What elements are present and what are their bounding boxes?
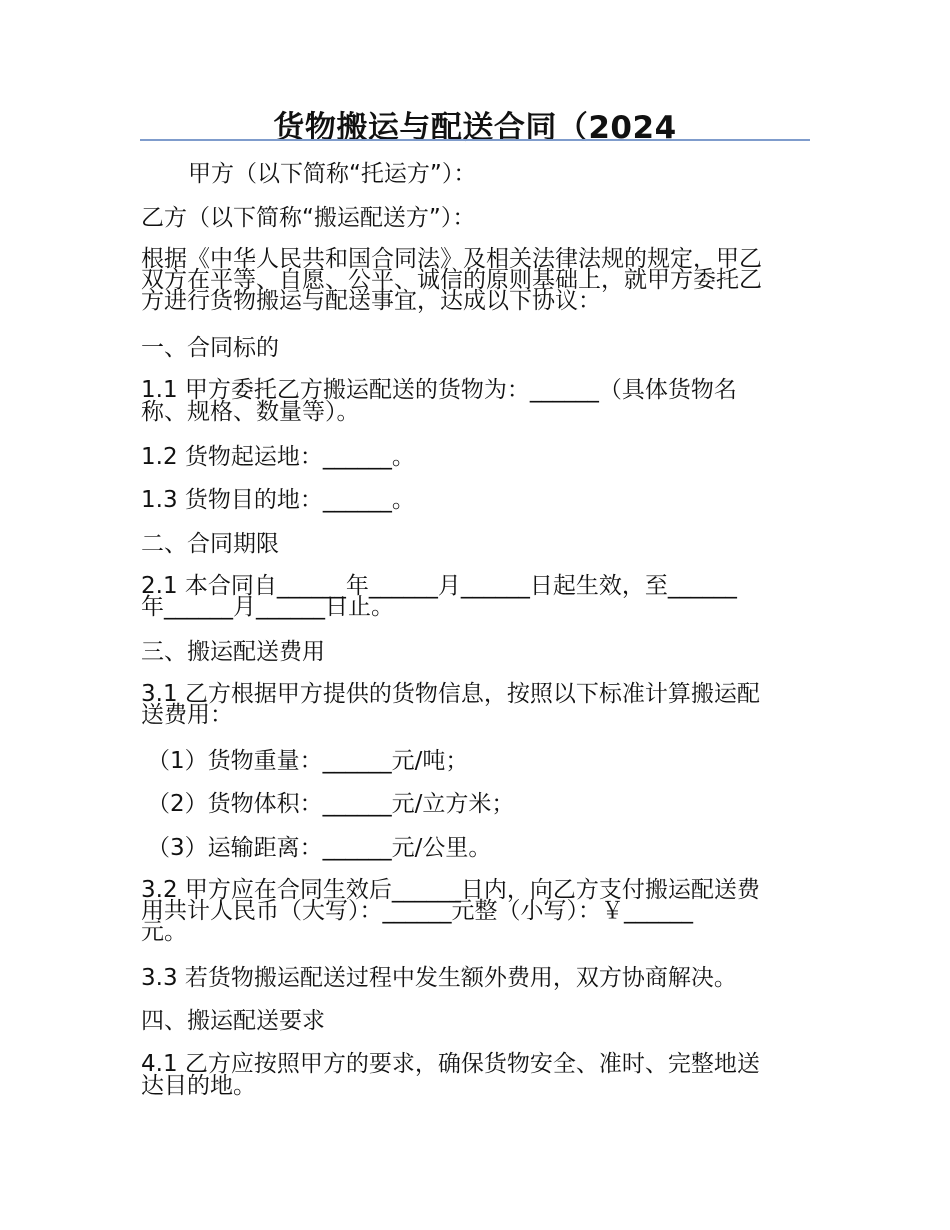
section-heading-4: 四、搬运配送要求 — [141, 1008, 325, 1034]
fee-item-distance: （3）运输距离：______元/公里。 — [147, 835, 492, 861]
clause-1-2: 1.2 货物起运地：______。 — [141, 444, 415, 470]
clause-line: 1.1 甲方委托乙方搬运配送的货物为：______（具体货物名 — [141, 377, 737, 403]
clause-1-1 — [141, 379, 813, 423]
clause-line: 3.2 甲方应在合同生效后______日内，向乙方支付搬运配送费 — [141, 877, 760, 903]
clause-line: 元。 — [141, 919, 187, 945]
clause-line: 3.1 乙方根据甲方提供的货物信息，按照以下标准计算搬运配 — [141, 681, 760, 707]
clause-line: 称、规格、数量等）。 — [141, 399, 360, 425]
clause-line: 达目的地。 — [141, 1073, 256, 1099]
clause-4-1 — [141, 1053, 813, 1097]
clause-3-1 — [141, 681, 813, 728]
clause-line: 送费用： — [141, 702, 233, 728]
fee-item-volume: （2）货物体积：______元/立方米； — [147, 791, 515, 817]
section-heading-3: 三、搬运配送费用 — [141, 639, 325, 665]
clause-line: 4.1 乙方应按照甲方的要求，确保货物安全、准时、完整地送 — [141, 1051, 760, 1077]
clause-line: 用共计人民币（大写）：______元整（小写）：￥______ — [141, 898, 693, 924]
title-underline — [140, 139, 810, 141]
preamble-line: 方进行货物搬运与配送事宜，达成以下协议： — [141, 288, 601, 314]
clause-line: 2.1 本合同自______年______月______日起生效，至______ — [141, 573, 737, 599]
clause-line: 年______月______日止。 — [141, 594, 394, 620]
preamble-line: 双方在平等、自愿、公平、诚信的原则基础上，就甲方委托乙 — [141, 267, 762, 293]
contract-title: 货物搬运与配送合同（2024 — [273, 110, 677, 146]
party-b-line: 乙方（以下简称“搬运配送方”）： — [141, 205, 476, 231]
clause-3-3: 3.3 若货物搬运配送过程中发生额外费用，双方协商解决。 — [141, 965, 737, 991]
section-heading-2: 二、合同期限 — [141, 531, 279, 557]
clause-2-1 — [141, 573, 813, 620]
clause-3-2 — [141, 877, 813, 945]
party-a-line: 甲方（以下简称“托运方”）： — [188, 161, 477, 187]
section-heading-1: 一、合同标的 — [141, 335, 279, 361]
preamble-paragraph — [141, 246, 813, 314]
preamble-line: 根据《中华人民共和国合同法》及相关法律法规的规定，甲乙 — [141, 246, 762, 272]
fee-item-weight: （1）货物重量：______元/吨； — [147, 748, 469, 774]
clause-1-3: 1.3 货物目的地：______。 — [141, 487, 415, 513]
